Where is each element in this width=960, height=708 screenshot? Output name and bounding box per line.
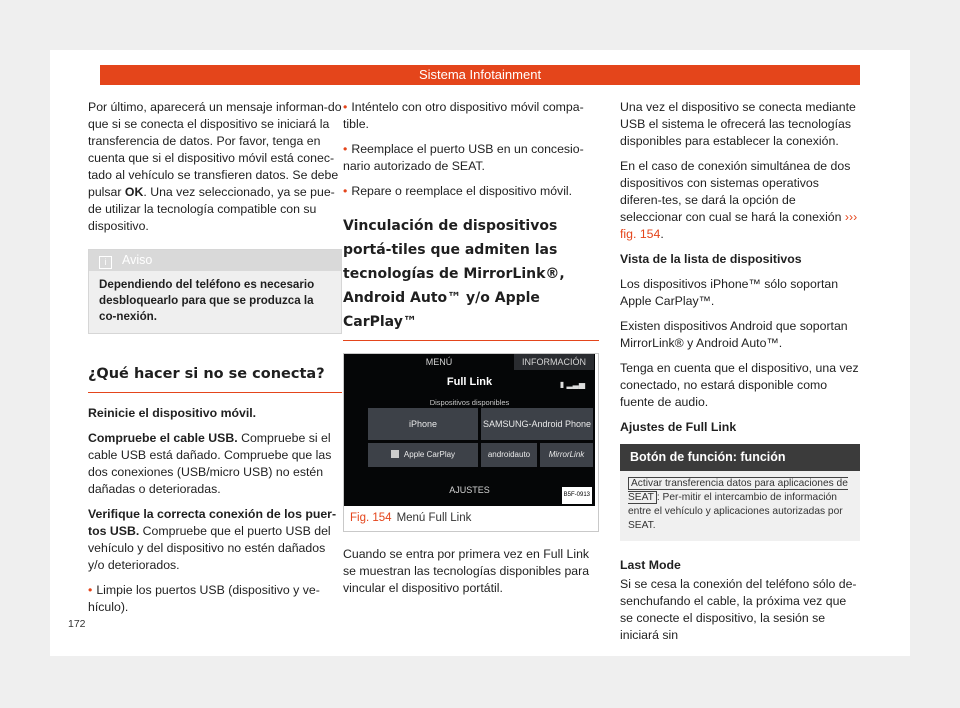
col3-paragraph-1: Una vez el dispositivo se conecta mediante USB el sistema le ofrecerá las tecnologías disponibles para establecer la conexión. [620,100,856,148]
step-ports [88,506,342,574]
tile-iphone[interactable] [368,408,478,440]
page-number: 172 [68,618,86,630]
step-cable-title: Compruebe el cable USB. [88,431,238,445]
function-table [620,444,860,541]
mirrorlink-logo: MirrorLink [548,450,585,459]
step-cable-text: Compruebe si el cable USB está dañado. Compruebe que las dos conexiones (USB/micro USB) no estén dañadas o deterioradas. [88,431,332,496]
after-figure-paragraph: Cuando se entra por primera vez en Full Link se muestran las tecnologías disponibles para vincular el dispositivo portátil. [343,547,590,595]
image-code: B5F-0913 [562,487,592,504]
col3-paragraph-4: Existen dispositivos Android que soportan MirrorLink® y Android Auto™. [620,319,848,350]
intro-text-a: Por último, aparecerá un mensaje informan-do que si se conecta el dispositivo se iniciará la transferencia de datos. Por favor, tenga en cuenta que si el dispositivo móvil está conec-tado al vehículo se transfieren datos. Se debe pulsar [88,100,342,199]
heading-device-list: Vista de la lista de dispositivos [620,252,802,266]
intro-text-b: . Una vez seleccionado, ya se pue-de utilizar la tecnología compatible con su dispositivo. [88,185,335,233]
figure-caption-text: Menú Full Link [396,512,472,524]
fig-154-link[interactable]: ››› fig. 154 [620,210,858,241]
tab-informacion[interactable]: INFORMACIÓN [514,354,594,370]
intro-paragraph [88,99,342,235]
function-table-header: Botón de función: función [620,444,860,471]
figure-caption [344,506,598,531]
note-title: Aviso [122,253,153,267]
tile-samsung[interactable] [481,408,593,440]
info-icon: i [99,256,112,269]
step-cable [88,430,342,498]
column-1 [88,99,342,624]
tile-mirrorlink[interactable] [540,443,593,467]
note-text: Dependiendo del teléfono es necesario desbloquearlo para que se produzca la co-nexión. [99,278,315,323]
function-key: Activar transferencia datos para aplicaciones de SEAT [628,478,848,503]
figure-number: Fig. 154 [350,512,392,524]
screen-title: Full Link [446,376,493,388]
tile-iphone-label: iPhone [408,419,438,429]
column-2 [343,99,599,605]
function-description: : Per-mitir el intercambio de información entre el vehículo y aplicaciones autorizadas por SEAT. [628,492,843,531]
tile-carplay-label: Apple CarPlay [403,450,456,459]
step-ports-title: Verifique la correcta conexión de los puer-tos USB. [88,507,337,538]
col3-p2-end: . [660,227,664,241]
page-header: Sistema Infotainment [100,65,860,85]
col3-p2-text: En el caso de conexión simultánea de dos dispositivos con sistemas operativos diferen-tes, se dará la opción de seleccionar con cual se hará la conexión [620,159,851,224]
section-title-pairing: Vinculación de dispositivos portá-tiles que admiten las tecnologías de MirrorLink®, Android Auto™ y/o Apple CarPlay™ [343,214,599,341]
function-table-row [620,471,860,541]
col3-paragraph-6: Si se cesa la conexión del teléfono sólo de-senchufando el cable, la próxima vez que se conecte el dispositivo, la sesión se iniciará sin [620,577,857,642]
full-link-screen [344,354,595,506]
heading-full-link-settings: Ajustes de Full Link [620,420,737,434]
bullet-other-device: • Inténtelo con otro dispositivo móvil compa-tible. [343,99,599,133]
bullet-repair-device: • Repare o reemplace el dispositivo móvil. [343,183,599,200]
col3-paragraph-5: Tenga en cuenta que el dispositivo, una vez conectado, no estará disponible como fuente de audio. [620,361,859,409]
col3-paragraph-3: Los dispositivos iPhone™ sólo soportan Apple CarPlay™. [620,277,839,308]
screen-subtitle: Dispositivos disponibles [429,398,510,407]
status-icons: ▮ ▂▃▅ [559,380,585,389]
tile-android-auto[interactable] [481,443,537,467]
ok-label: OK [124,185,144,199]
heading-last-mode: Last Mode [620,558,681,572]
note-header [89,250,341,271]
section-title-connect: ¿Qué hacer si no se conecta? [88,362,342,393]
step-ports-text: Compruebe que el puerto USB del vehículo y del dispositivo no estén dañados y/o deteriorados. [88,524,331,572]
tile-samsung-label: SAMSUNG-Android Phone [482,419,592,429]
android-auto-logo: androidauto [487,450,531,459]
bullet-clean-ports: • Limpie los puertos USB (dispositivo y ve-hículo). [88,582,342,616]
step-restart: Reinicie el dispositivo móvil. [88,406,257,420]
tab-menu[interactable]: MENÚ [425,357,453,367]
note-box [88,249,342,334]
column-3 [620,99,860,652]
bullet-replace-port: • Reemplace el puerto USB en un concesio-nario autorizado de SEAT. [343,141,599,175]
col3-paragraph-2 [620,158,860,243]
figure-154 [343,353,599,532]
screen-bottom-button[interactable]: AJUSTES [449,485,490,495]
tile-apple-carplay[interactable] [368,443,478,467]
carplay-icon [391,450,399,458]
